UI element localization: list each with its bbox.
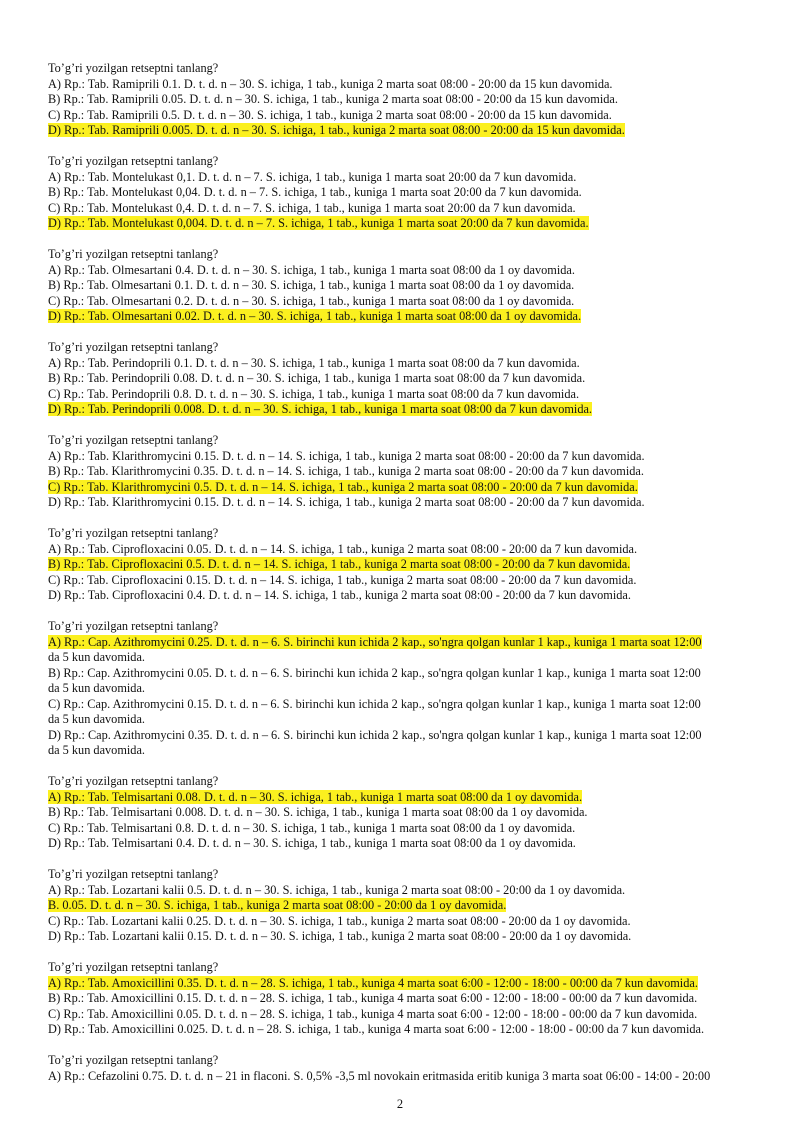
answer-option (48, 185, 780, 201)
answer-option-text: A) Rp.: Tab. Ramiprili 0.1. D. t. d. n – 30. S. ichiga, 1 tab., kuniga 2 marta soat 08:00 - 20:00 da 15 kun davomida. (48, 76, 613, 91)
answer-option-continuation-text: da 5 kun davomida. (48, 681, 145, 695)
question-block (48, 61, 780, 139)
answer-option-text: B) Rp.: Tab. Amoxicillini 0.15. D. t. d. n – 28. S. ichiga, 1 tab., kuniga 4 marta soat 6:00 - 12:00 - 18:00 - 00:00 da 7 kun davomida. (48, 991, 698, 1005)
answer-option-text-highlighted: B. 0.05. D. t. d. n – 30. S. ichiga, 1 tab., kuniga 2 marta soat 08:00 - 20:00 da 1 oy davomida. (48, 898, 507, 912)
answer-option-text: C) Rp.: Tab. Telmisartani 0.8. D. t. d. n – 30. S. ichiga, 1 tab., kuniga 1 marta soat 08:00 da 1 oy davomida. (48, 820, 576, 835)
answer-option-text-highlighted: C) Rp.: Tab. Klarithromycini 0.5. D. t. d. n – 14. S. ichiga, 1 tab., kuniga 2 marta soat 08:00 - 20:00 da 7 kun davomida. (48, 479, 638, 494)
answer-option-text: D) Rp.: Tab. Lozartani kalii 0.15. D. t. d. n – 30. S. ichiga, 1 tab., kuniga 2 marta soat 08:00 - 20:00 da 1 oy davomida. (48, 929, 632, 943)
answer-option (48, 92, 780, 108)
answer-option (48, 542, 780, 558)
answer-option (48, 108, 780, 124)
answer-option-text: C) Rp.: Tab. Perindoprili 0.8. D. t. d. n – 30. S. ichiga, 1 tab., kuniga 1 marta soat 08:00 da 7 kun davomida. (48, 386, 580, 401)
answer-option (48, 371, 780, 387)
answer-option (48, 449, 780, 465)
answer-option-text: C) Rp.: Tab. Lozartani kalii 0.25. D. t. d. n – 30. S. ichiga, 1 tab., kuniga 2 marta soat 08:00 - 20:00 da 1 oy davomida. (48, 913, 631, 928)
question-block (48, 867, 780, 945)
answer-option (48, 991, 780, 1007)
question-block (48, 340, 780, 418)
answer-option-text: B) Rp.: Tab. Olmesartani 0.1. D. t. d. n – 30. S. ichiga, 1 tab., kuniga 1 marta soat 08:00 da 1 oy davomida. (48, 278, 575, 292)
answer-option-text: C) Rp.: Tab. Olmesartani 0.2. D. t. d. n – 30. S. ichiga, 1 tab., kuniga 1 marta soat 08:00 da 1 oy davomida. (48, 293, 575, 308)
question-title: To’g’ri yozilgan retseptni tanlang? (48, 774, 219, 788)
answer-option-text: A) Rp.: Tab. Montelukast 0,1. D. t. d. n – 7. S. ichiga, 1 tab., kuniga 1 marta soat 20:00 da 7 kun davomida. (48, 169, 577, 184)
answer-option (48, 356, 780, 372)
question-block (48, 247, 780, 325)
answer-option (48, 309, 780, 325)
answer-option (48, 914, 780, 930)
answer-option (48, 402, 780, 418)
answer-option (48, 123, 780, 139)
answer-option-text: C) Rp.: Tab. Montelukast 0,4. D. t. d. n – 7. S. ichiga, 1 tab., kuniga 1 marta soat 20:00 da 7 kun davomida. (48, 200, 576, 215)
answer-option-text: B) Rp.: Cap. Azithromycini 0.05. D. t. d. n – 6. S. birinchi kun ichida 2 kap., so'ngra qolgan kunlar 1 kap., kuniga 1 marta soat 12:00 (48, 665, 701, 680)
answer-option-text: D) Rp.: Tab. Telmisartani 0.4. D. t. d. n – 30. S. ichiga, 1 tab., kuniga 1 marta soat 08:00 da 1 oy davomida. (48, 836, 576, 850)
answer-option-continuation (48, 650, 780, 666)
answer-option (48, 1069, 780, 1085)
answer-option (48, 805, 780, 821)
answer-option-continuation (48, 743, 780, 759)
answer-option-text: A) Rp.: Tab. Ciprofloxacini 0.05. D. t. d. n – 14. S. ichiga, 1 tab., kuniga 2 marta soat 08:00 - 20:00 da 7 kun davomida. (48, 541, 638, 556)
question-title: To’g’ri yozilgan retseptni tanlang? (48, 1053, 219, 1067)
answer-option (48, 821, 780, 837)
answer-option-text-highlighted: D) Rp.: Tab. Perindoprili 0.008. D. t. d. n – 30. S. ichiga, 1 tab., kuniga 1 marta soat 08:00 da 7 kun davomida. (48, 402, 593, 416)
answer-option (48, 464, 780, 480)
answer-option (48, 278, 780, 294)
answer-option (48, 263, 780, 279)
answer-option-continuation-text: da 5 kun davomida. (48, 650, 145, 664)
answer-option-text-highlighted: D) Rp.: Tab. Ramiprili 0.005. D. t. d. n – 30. S. ichiga, 1 tab., kuniga 2 marta soat 08:00 - 20:00 da 15 kun davomida. (48, 123, 625, 137)
question-list (48, 61, 780, 1084)
answer-option (48, 929, 780, 945)
question-block (48, 433, 780, 511)
question-block (48, 619, 780, 759)
question-title: To’g’ri yozilgan retseptni tanlang? (48, 154, 219, 168)
answer-option-text: A) Rp.: Tab. Perindoprili 0.1. D. t. d. n – 30. S. ichiga, 1 tab., kuniga 1 marta soat 08:00 da 7 kun davomida. (48, 355, 580, 370)
answer-option (48, 495, 780, 511)
answer-option-text: A) Rp.: Tab. Lozartani kalii 0.5. D. t. d. n – 30. S. ichiga, 1 tab., kuniga 2 marta soat 08:00 - 20:00 da 1 oy davomida. (48, 882, 626, 897)
answer-option-text: D) Rp.: Tab. Klarithromycini 0.15. D. t. d. n – 14. S. ichiga, 1 tab., kuniga 2 marta soat 08:00 - 20:00 da 7 kun davomida. (48, 495, 645, 509)
answer-option (48, 976, 780, 992)
answer-option (48, 635, 780, 651)
answer-option (48, 77, 780, 93)
answer-option (48, 883, 780, 899)
answer-option-text: B) Rp.: Tab. Perindoprili 0.08. D. t. d. n – 30. S. ichiga, 1 tab., kuniga 1 marta soat 08:00 da 7 kun davomida. (48, 371, 586, 385)
answer-option (48, 387, 780, 403)
question-title: To’g’ri yozilgan retseptni tanlang? (48, 619, 219, 633)
answer-option-text: A) Rp.: Tab. Olmesartani 0.4. D. t. d. n – 30. S. ichiga, 1 tab., kuniga 1 marta soat 08:00 da 1 oy davomida. (48, 262, 575, 277)
answer-option (48, 201, 780, 217)
answer-option (48, 836, 780, 852)
question-title: To’g’ri yozilgan retseptni tanlang? (48, 433, 219, 447)
answer-option (48, 294, 780, 310)
answer-option-text: C) Rp.: Tab. Ciprofloxacini 0.15. D. t. d. n – 14. S. ichiga, 1 tab., kuniga 2 marta soat 08:00 - 20:00 da 7 kun davomida. (48, 572, 637, 587)
answer-option (48, 1022, 780, 1038)
question-title: To’g’ri yozilgan retseptni tanlang? (48, 960, 219, 974)
answer-option-text-highlighted: A) Rp.: Cap. Azithromycini 0.25. D. t. d. n – 6. S. birinchi kun ichida 2 kap., so'ngra qolgan kunlar 1 kap., kuniga 1 marta soat 12:00 (48, 634, 702, 649)
answer-option-continuation (48, 681, 780, 697)
page-number: 2 (396, 1097, 404, 1111)
question-title: To’g’ri yozilgan retseptni tanlang? (48, 61, 219, 75)
answer-option-text: A) Rp.: Tab. Klarithromycini 0.15. D. t. d. n – 14. S. ichiga, 1 tab., kuniga 2 marta soat 08:00 - 20:00 da 7 kun davomida. (48, 448, 645, 463)
question-block (48, 526, 780, 604)
answer-option-text: C) Rp.: Tab. Amoxicillini 0.05. D. t. d. n – 28. S. ichiga, 1 tab., kuniga 4 marta soat 6:00 - 12:00 - 18:00 - 00:00 da 7 kun davomida. (48, 1006, 698, 1021)
answer-option-text: B) Rp.: Tab. Montelukast 0,04. D. t. d. n – 7. S. ichiga, 1 tab., kuniga 1 marta soat 20:00 da 7 kun davomida. (48, 185, 582, 199)
answer-option (48, 666, 780, 682)
answer-option-text-highlighted: A) Rp.: Tab. Amoxicillini 0.35. D. t. d. n – 28. S. ichiga, 1 tab., kuniga 4 marta soat 6:00 - 12:00 - 18:00 - 00:00 da 7 kun davomida. (48, 975, 698, 990)
answer-option-text-highlighted: D) Rp.: Tab. Olmesartani 0.02. D. t. d. n – 30. S. ichiga, 1 tab., kuniga 1 marta soat 08:00 da 1 oy davomida. (48, 309, 582, 323)
answer-option (48, 898, 780, 914)
answer-option-text: D) Rp.: Tab. Ciprofloxacini 0.4. D. t. d. n – 14. S. ichiga, 1 tab., kuniga 2 marta soat 08:00 - 20:00 da 7 kun davomida. (48, 588, 631, 602)
answer-option-text: C) Rp.: Tab. Ramiprili 0.5. D. t. d. n – 30. S. ichiga, 1 tab., kuniga 2 marta soat 08:00 - 20:00 da 15 kun davomida. (48, 107, 612, 122)
question-block (48, 154, 780, 232)
answer-option-text: B) Rp.: Tab. Ramiprili 0.05. D. t. d. n – 30. S. ichiga, 1 tab., kuniga 2 marta soat 08:00 - 20:00 da 15 kun davomida. (48, 92, 618, 106)
answer-option (48, 170, 780, 186)
question-block (48, 774, 780, 852)
answer-option-text: B) Rp.: Tab. Telmisartani 0.008. D. t. d. n – 30. S. ichiga, 1 tab., kuniga 1 marta soat 08:00 da 1 oy davomida. (48, 805, 588, 819)
answer-option-text: A) Rp.: Cefazolini 0.75. D. t. d. n – 21 in flaconi. S. 0,5% -3,5 ml novokain eritmasida eritib kuniga 3 marta soat 06:00 - 14:00 - 20:00 (48, 1068, 711, 1083)
answer-option-text: D) Rp.: Cap. Azithromycini 0.35. D. t. d. n – 6. S. birinchi kun ichida 2 kap., so'ngra qolgan kunlar 1 kap., kuniga 1 marta soat 12:00 (48, 727, 702, 742)
answer-option (48, 728, 780, 744)
answer-option-text-highlighted: A) Rp.: Tab. Telmisartani 0.08. D. t. d. n – 30. S. ichiga, 1 tab., kuniga 1 marta soat 08:00 da 1 oy davomida. (48, 789, 583, 804)
question-title: To’g’ri yozilgan retseptni tanlang? (48, 526, 219, 540)
answer-option-text: D) Rp.: Tab. Amoxicillini 0.025. D. t. d. n – 28. S. ichiga, 1 tab., kuniga 4 marta soat 6:00 - 12:00 - 18:00 - 00:00 da 7 kun davomida. (48, 1022, 705, 1036)
question-title: To’g’ri yozilgan retseptni tanlang? (48, 340, 219, 354)
question-block (48, 960, 780, 1038)
answer-option-text-highlighted: D) Rp.: Tab. Montelukast 0,004. D. t. d. n – 7. S. ichiga, 1 tab., kuniga 1 marta soat 20:00 da 7 kun davomida. (48, 216, 589, 230)
answer-option-continuation-text: da 5 kun davomida. (48, 712, 145, 726)
answer-option (48, 480, 780, 496)
question-title: To’g’ri yozilgan retseptni tanlang? (48, 867, 219, 881)
answer-option-continuation (48, 712, 780, 728)
answer-option-text: B) Rp.: Tab. Klarithromycini 0.35. D. t. d. n – 14. S. ichiga, 1 tab., kuniga 2 marta soat 08:00 - 20:00 da 7 kun davomida. (48, 464, 644, 478)
question-block (48, 1053, 780, 1084)
answer-option (48, 697, 780, 713)
answer-option (48, 557, 780, 573)
answer-option (48, 573, 780, 589)
answer-option-continuation-text: da 5 kun davomida. (48, 743, 145, 757)
answer-option (48, 216, 780, 232)
question-title: To’g’ri yozilgan retseptni tanlang? (48, 247, 219, 261)
answer-option-text: C) Rp.: Cap. Azithromycini 0.15. D. t. d. n – 6. S. birinchi kun ichida 2 kap., so'ngra qolgan kunlar 1 kap., kuniga 1 marta soat 12:00 (48, 696, 701, 711)
answer-option (48, 588, 780, 604)
answer-option (48, 1007, 780, 1023)
answer-option (48, 790, 780, 806)
answer-option-text-highlighted: B) Rp.: Tab. Ciprofloxacini 0.5. D. t. d. n – 14. S. ichiga, 1 tab., kuniga 2 marta soat 08:00 - 20:00 da 7 kun davomida. (48, 557, 631, 571)
